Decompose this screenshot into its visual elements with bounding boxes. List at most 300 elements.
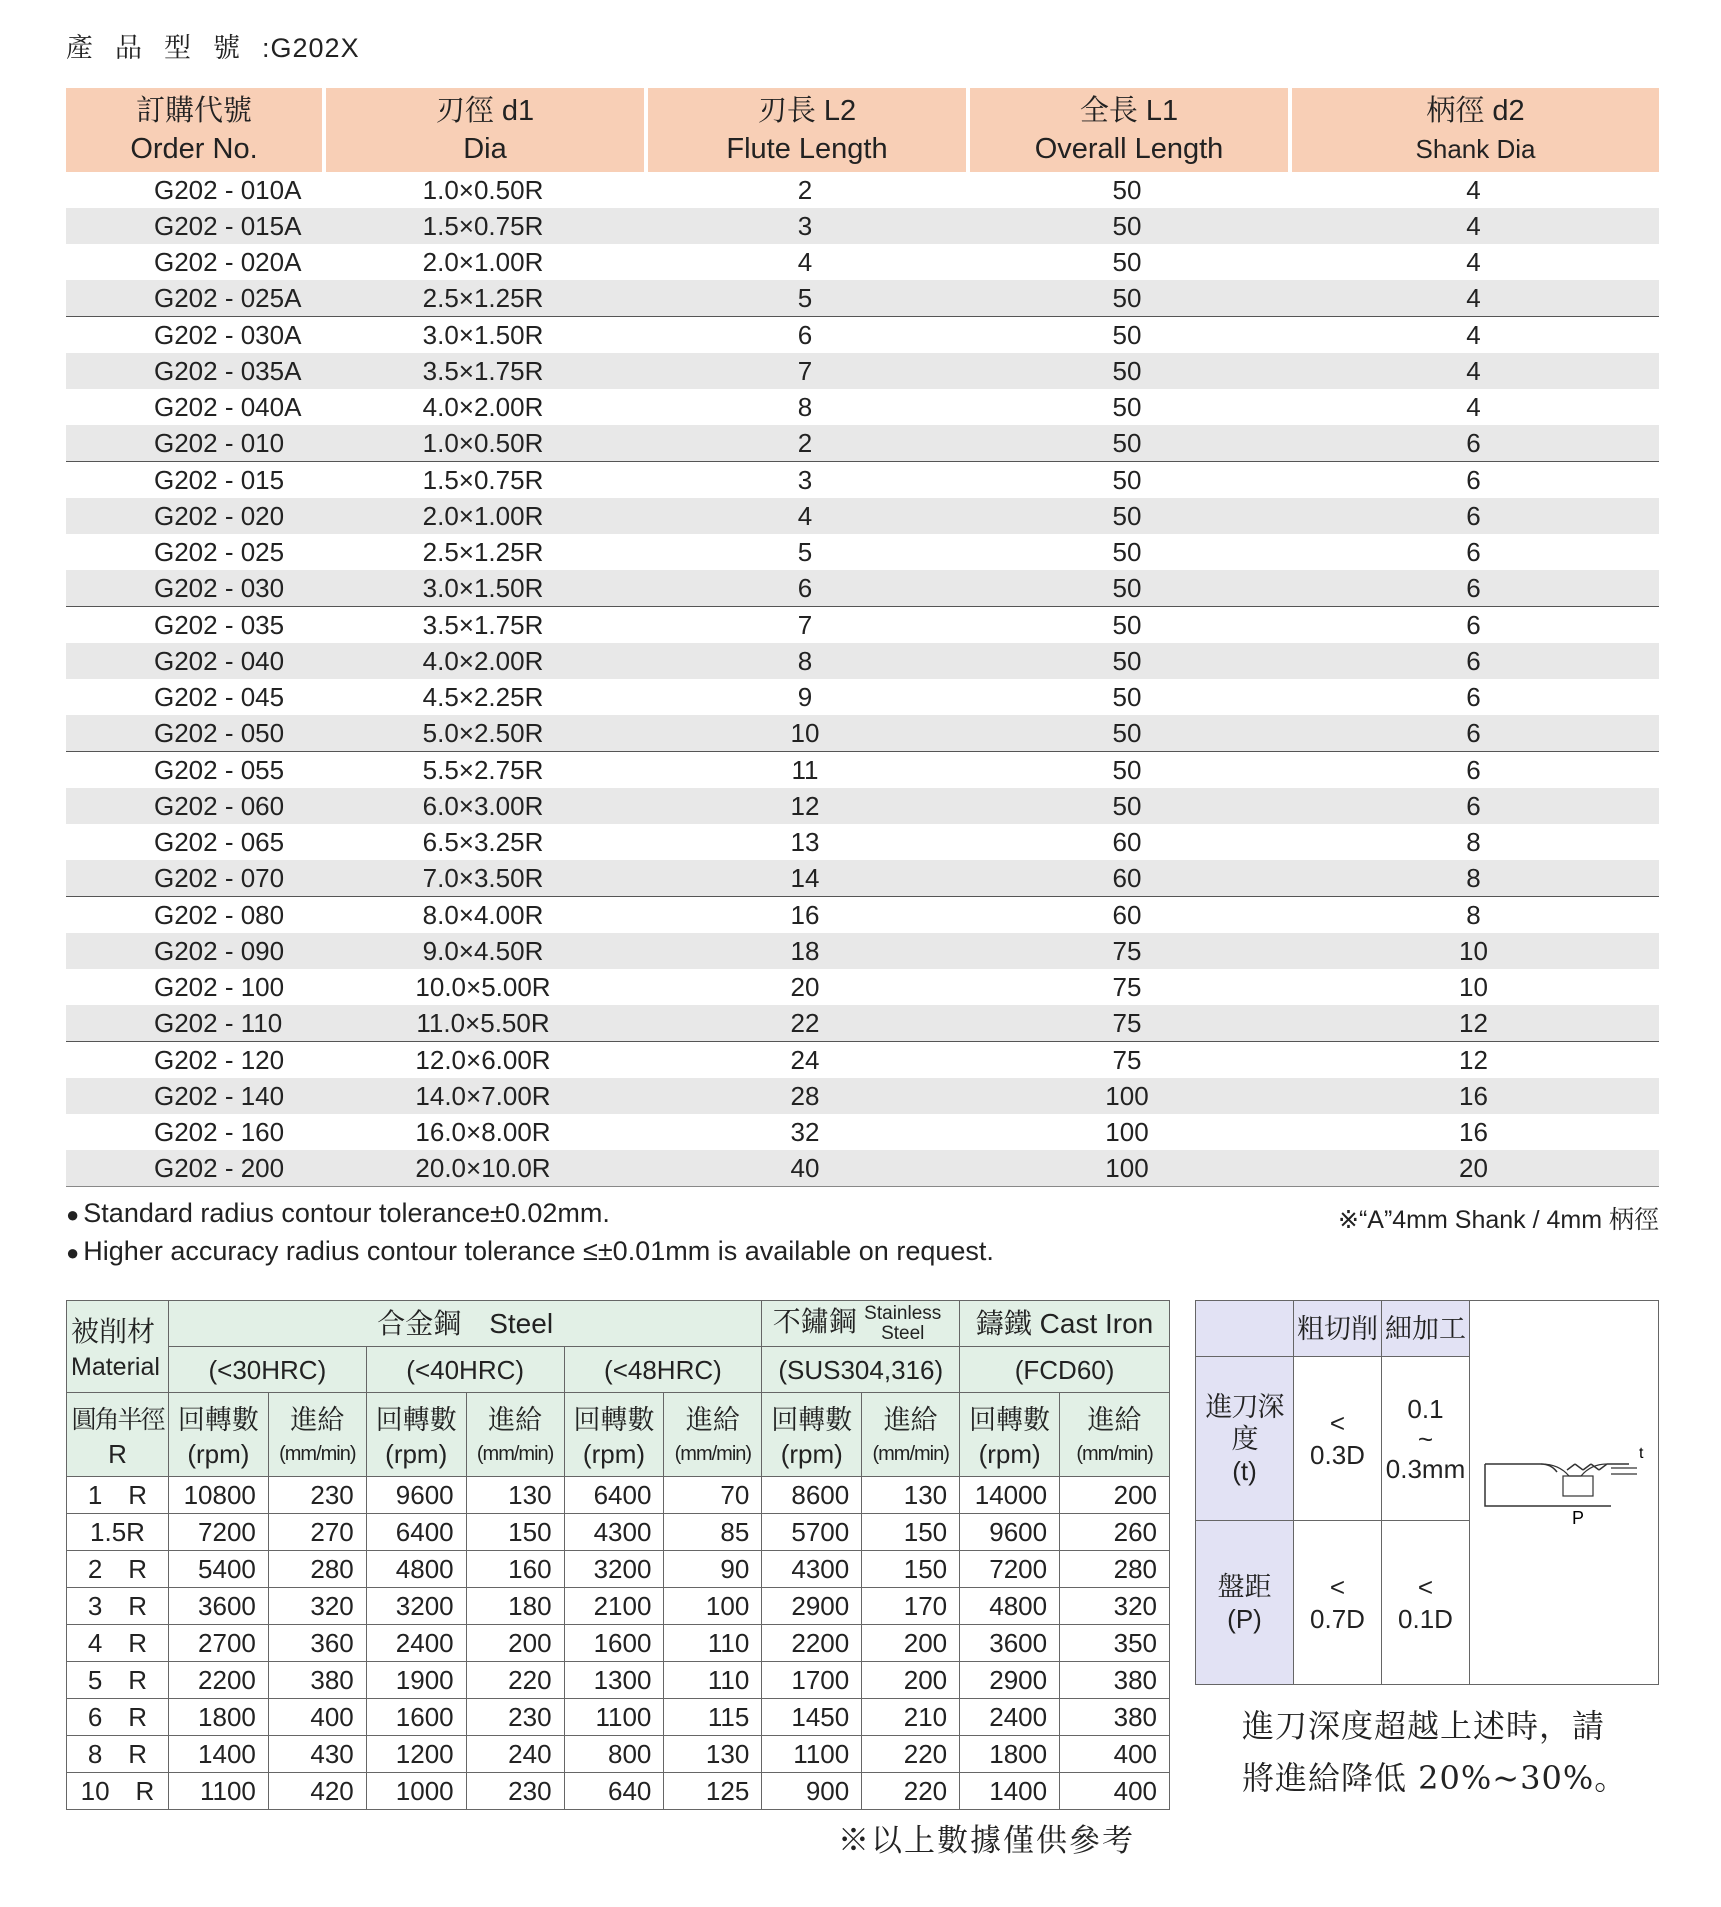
cell-order-no: G202 - 060 [66,788,322,824]
cell-shank-dia: 4 [1288,208,1659,244]
cell-shank-dia: 20 [1288,1150,1659,1187]
cell-rpm: 9600 [960,1514,1060,1551]
cell-feed: 110 [664,1625,762,1662]
cell-rpm: 3600 [168,1588,268,1625]
cell-feed: 160 [466,1551,564,1588]
note-text: Higher accuracy radius contour tolerance ≤±0.01mm is available on request. [83,1236,994,1266]
spec-row [66,1042,1659,1078]
cell-shank-dia: 6 [1288,425,1659,462]
spec-row [66,208,1659,244]
feed-unit: (mm/min) [872,1442,949,1465]
cell-overall-length: 100 [966,1150,1288,1187]
pitch-sym: (P) [1227,1603,1262,1634]
cutting-row [67,1625,1170,1662]
cell-flute-length: 4 [797,246,813,277]
tip-line: 進刀深度超越上述時，請 [1242,1707,1606,1745]
tilde-symbol: ~ [1417,1423,1434,1454]
cell-flute-length: 5 [644,280,966,317]
speed-header [762,1393,862,1477]
cell-overall-length: 60 [1112,826,1142,857]
cell-shank-dia: 6 [1288,498,1659,534]
cell-feed: 380 [1060,1662,1170,1699]
cell-shank-dia: 6 [1466,754,1481,785]
cell-feed: 230 [466,1773,564,1810]
cell-overall-length: 50 [966,715,1288,752]
cell-order-no: G202 - 020 [66,498,322,534]
cell-feed: 220 [862,1773,960,1810]
cell-rpm: 640 [564,1773,664,1810]
cell-dia: 1.0×0.50R [422,174,544,205]
cell-rpm: 1200 [366,1736,466,1773]
cell-dia: 6.5×3.25R [422,826,544,857]
spec-row [66,679,1659,715]
material-en: Material [71,1352,160,1381]
speed-header [564,1393,664,1477]
speed-unit: (rpm) [780,1438,843,1469]
cell-rpm: 1900 [366,1662,466,1699]
cell-feed: 200 [466,1625,564,1662]
speed-header [168,1393,268,1477]
stainless-header [762,1301,960,1347]
header-en: Order No. [130,133,258,165]
cell-shank-dia: 8 [1466,899,1481,930]
cell-dia: 10.0×5.00R [415,971,551,1002]
cell-radius: 1 R [67,1477,169,1514]
cell-overall-length: 75 [1112,971,1142,1002]
header-en: Shank Dia [1415,134,1536,164]
cell-flute-length: 20 [790,971,820,1002]
spec-row [66,462,1659,498]
cell-rpm: 2700 [168,1625,268,1662]
spec-row [66,353,1659,389]
cell-shank-dia: 16 [1459,1116,1488,1147]
header-zh: 全長 L1 [1079,95,1179,127]
depth-finish-max: 0.3mm [1385,1453,1466,1484]
cell-dia: 2.0×1.00R [322,498,644,534]
cell-shank-dia: 12 [1459,1044,1488,1075]
cell-shank-dia: 10 [1459,971,1488,1002]
speed-unit: (rpm) [582,1438,646,1469]
cell-rpm: 7200 [960,1551,1060,1588]
spec-row [66,1150,1659,1187]
feed-unit: (mm/min) [279,1442,356,1465]
reference-note: ※以上數據僅供參考 [838,1823,1135,1859]
hardness-30: (<30HRC) [168,1347,366,1393]
diagram-label-p: P [1572,1508,1585,1528]
cell-flute-length: 4 [644,498,966,534]
spec-row [66,897,1659,933]
cell-dia: 3.5×1.75R [322,353,644,389]
cutting-conditions-body [67,1477,1170,1810]
cell-flute-length: 6 [644,570,966,607]
cell-feed: 400 [1060,1773,1170,1810]
cell-feed: 150 [466,1514,564,1551]
model-label: 產品型號 [66,33,262,63]
cell-order-no: G202 - 015A [66,208,322,244]
spec-row [66,715,1659,752]
cell-order-no: G202 - 020A [154,246,302,277]
cell-dia: 1.0×0.50R [322,425,644,462]
cell-rpm: 800 [564,1736,664,1773]
cell-rpm: 9600 [366,1477,466,1514]
cell-flute-length: 40 [644,1150,966,1187]
material-row [67,1301,1170,1347]
cell-feed: 400 [268,1699,366,1736]
cell-rpm: 14000 [960,1477,1060,1514]
cell-overall-length: 50 [1112,681,1142,712]
cell-dia: 16.0×8.00R [415,1116,551,1147]
cell-flute-length: 13 [790,826,820,857]
cell-shank-dia: 16 [1288,1078,1659,1114]
cell-order-no: G202 - 030 [66,570,322,607]
feed-unit: (mm/min) [674,1442,752,1465]
cell-feed: 130 [862,1477,960,1514]
cell-dia: 2.0×1.00R [422,246,544,277]
cell-shank-dia: 6 [1466,681,1481,712]
cell-overall-length: 50 [1112,754,1142,785]
spec-row [66,317,1659,353]
feed-header [268,1393,366,1477]
cutting-row [67,1736,1170,1773]
cell-overall-length: 75 [966,933,1288,969]
cell-feed: 210 [862,1699,960,1736]
cell-feed: 240 [466,1736,564,1773]
cell-feed: 200 [862,1625,960,1662]
model-value: G202X [270,33,360,63]
cell-radius: 5 R [67,1662,169,1699]
cell-overall-length: 50 [1112,391,1142,422]
depth-pitch-table [1195,1300,1659,1685]
cell-order-no: G202 - 065 [154,826,285,857]
cell-order-no: G202 - 040 [66,643,322,679]
cell-flute-length: 14 [644,860,966,897]
feed-unit: (mm/min) [1076,1442,1153,1465]
spec-table-header [66,88,1659,172]
cell-feed: 280 [268,1551,366,1588]
feed-header [1060,1393,1170,1477]
tip-line: 將進給降低 20%~30%。 [1242,1759,1628,1797]
cell-flute-length: 18 [644,933,966,969]
cell-dia: 2.5×1.25R [422,536,544,567]
cell-feed: 380 [1060,1699,1170,1736]
cell-rpm: 1100 [762,1736,862,1773]
cell-rpm: 1300 [564,1662,664,1699]
cell-order-no: G202 - 200 [66,1150,322,1187]
cell-dia: 1.5×0.75R [422,464,544,495]
feed-zh: 進給 [488,1404,543,1435]
cell-feed: 320 [1060,1588,1170,1625]
cell-flute-length: 6 [797,319,813,350]
radius-en: R [108,1438,127,1469]
cell-flute-length: 2 [797,174,813,205]
depth-finish [1382,1357,1470,1521]
colon: : [262,33,271,63]
speed-zh: 回轉數 [375,1404,457,1435]
header-en: Overall Length [1034,133,1224,165]
cell-feed: 270 [268,1514,366,1551]
cell-flute-length: 12 [644,788,966,824]
cell-feed: 170 [862,1588,960,1625]
cell-overall-length: 50 [966,425,1288,462]
cell-rpm: 1600 [564,1625,664,1662]
spec-row [66,1078,1659,1114]
material-zh: 被削材 [71,1315,156,1347]
cell-rpm: 1700 [762,1662,862,1699]
cell-shank-dia: 12 [1288,1005,1659,1042]
cell-order-no: G202 - 010 [66,425,322,462]
cell-dia: 12.0×6.00R [415,1044,551,1075]
cell-overall-length: 50 [1112,246,1142,277]
cell-rpm: 3600 [960,1625,1060,1662]
cell-overall-length: 60 [1112,899,1142,930]
cell-rpm: 8600 [762,1477,862,1514]
cell-shank-dia: 6 [1466,609,1481,640]
cell-flute-length: 28 [644,1078,966,1114]
cell-dia: 8.0×4.00R [422,899,544,930]
depth-rough [1294,1357,1382,1521]
cell-feed: 130 [664,1736,762,1773]
cell-order-no: G202 - 050 [66,715,322,752]
pitch-zh: 盤距 [1217,1571,1272,1602]
cell-flute-length: 7 [644,353,966,389]
cell-feed: 220 [862,1736,960,1773]
cell-flute-length: 8 [644,643,966,679]
cell-order-no: G202 - 090 [66,933,322,969]
cell-flute-length: 7 [797,609,813,640]
cell-feed: 115 [664,1699,762,1736]
cell-feed: 280 [1060,1551,1170,1588]
feed-zh: 進給 [1087,1404,1142,1435]
steel-header: 合金鋼 Steel [168,1301,761,1347]
cell-rpm: 2400 [960,1699,1060,1736]
cell-shank-dia: 8 [1288,860,1659,897]
speed-header [960,1393,1060,1477]
cell-shank-dia: 6 [1466,536,1481,567]
cell-feed: 400 [1060,1736,1170,1773]
cell-overall-length: 50 [1112,609,1142,640]
cell-rpm: 2900 [762,1588,862,1625]
cell-radius: 2 R [67,1551,169,1588]
cell-overall-length: 50 [1112,536,1142,567]
cutting-row [67,1699,1170,1736]
cell-radius: 3 R [67,1588,169,1625]
scallop-lines [1485,1464,1629,1472]
cell-feed: 150 [862,1514,960,1551]
cell-flute-length: 24 [790,1044,820,1075]
cell-rpm: 5700 [762,1514,862,1551]
header-zh: 刃長 L2 [757,95,857,127]
cell-shank-dia: 6 [1288,570,1659,607]
cutting-row [67,1514,1170,1551]
spec-table [66,88,1659,1187]
cell-shank-dia: 8 [1466,826,1481,857]
cell-order-no: G202 - 010A [154,174,302,205]
header-order-no [66,88,322,172]
corner-cell [1196,1301,1294,1357]
cell-feed: 200 [1060,1477,1170,1514]
bullet-icon: ● [66,1240,80,1265]
spec-table-body [66,172,1659,1187]
speed-unit: (rpm) [187,1438,250,1469]
radius-zh: 圓角半徑 [71,1405,164,1434]
cell-feed: 150 [862,1551,960,1588]
cell-rpm: 1400 [168,1736,268,1773]
pitch-box [1563,1476,1593,1496]
cell-flute-length: 2 [644,425,966,462]
cell-dia: 14.0×7.00R [322,1078,644,1114]
cell-order-no: G202 - 055 [154,754,285,785]
cell-rpm: 3200 [366,1588,466,1625]
hardness-sus: (SUS304,316) [762,1347,960,1393]
spec-row [66,933,1659,969]
speed-zh: 回轉數 [573,1404,655,1435]
cell-overall-length: 75 [1112,1044,1142,1075]
lt-symbol: < [1417,1571,1434,1602]
cell-rpm: 10800 [168,1477,268,1514]
cell-rpm: 2400 [366,1625,466,1662]
header-en: Flute Length [726,133,888,165]
cutting-row [67,1477,1170,1514]
cell-order-no: G202 - 035 [154,609,285,640]
speed-unit: (rpm) [385,1438,448,1469]
cell-order-no: G202 - 015 [154,464,285,495]
cell-rpm: 1800 [168,1699,268,1736]
depth-finish-min: 0.1 [1407,1393,1444,1424]
cell-shank-dia: 4 [1466,391,1481,422]
cell-shank-dia: 6 [1288,715,1659,752]
cell-rpm: 1000 [366,1773,466,1810]
cell-rpm: 1600 [366,1699,466,1736]
feed-zh: 進給 [883,1404,938,1435]
speed-zh: 回轉數 [177,1404,259,1435]
cell-overall-length: 50 [966,570,1288,607]
cell-order-no: G202 - 025A [66,280,322,317]
units-row [67,1393,1170,1477]
lt-symbol: < [1329,1407,1346,1438]
cell-rpm: 1100 [564,1699,664,1736]
cell-overall-length: 60 [966,860,1288,897]
cell-feed: 320 [268,1588,366,1625]
cell-rpm: 2100 [564,1588,664,1625]
stainless-zh: 不鏽鋼 [772,1305,857,1337]
material-header [67,1301,169,1393]
depth-sym: (t) [1232,1455,1257,1486]
cell-feed: 125 [664,1773,762,1810]
cell-overall-length: 50 [1112,319,1142,350]
cell-overall-length: 50 [966,280,1288,317]
cell-feed: 430 [268,1736,366,1773]
spec-row [66,643,1659,679]
cell-flute-length: 11 [791,754,819,785]
cell-dia: 20.0×10.0R [322,1150,644,1187]
speed-unit: (rpm) [978,1438,1041,1469]
feed-zh: 進給 [685,1404,740,1435]
header-zh: 柄徑 d2 [1426,95,1525,127]
cell-radius: 8 R [67,1736,169,1773]
bullet-icon: ● [66,1202,80,1227]
product-model [66,26,360,65]
cell-rpm: 2900 [960,1662,1060,1699]
cell-overall-length: 50 [1112,464,1142,495]
cell-rpm: 1100 [168,1773,268,1810]
cell-rpm: 6400 [366,1514,466,1551]
cell-dia: 2.5×1.25R [322,280,644,317]
cell-shank-dia: 4 [1466,174,1481,205]
depth-zh: 進刀深度 [1205,1391,1284,1454]
spec-row [66,172,1659,208]
shank-note: ※“A”4mm Shank / 4mm 柄徑 [1338,1206,1659,1234]
cell-flute-length: 16 [790,899,820,930]
pitch-finish [1382,1521,1470,1685]
diagram-cell [1470,1301,1659,1685]
cell-radius: 10 R [67,1773,169,1810]
spec-row [66,788,1659,824]
cell-order-no: G202 - 110 [66,1005,322,1042]
cell-rpm: 900 [762,1773,862,1810]
cell-rpm: 1800 [960,1736,1060,1773]
cell-dia: 3.0×1.50R [322,570,644,607]
cell-feed: 90 [664,1551,762,1588]
spec-row [66,824,1659,860]
cell-feed: 85 [664,1514,762,1551]
hardness-row [67,1347,1170,1393]
spec-row [66,280,1659,317]
cell-rpm: 1400 [960,1773,1060,1810]
cell-rpm: 6400 [564,1477,664,1514]
header-en: Dia [463,133,507,165]
cell-dia: 7.0×3.50R [322,860,644,897]
stainless-en: Stainless Steel [864,1302,942,1344]
cell-radius: 4 R [67,1625,169,1662]
cell-shank-dia: 4 [1466,246,1481,277]
cell-rpm: 4800 [366,1551,466,1588]
cell-feed: 110 [664,1662,762,1699]
cell-dia: 3.0×1.50R [422,319,544,350]
header-overall-length [966,88,1288,172]
cell-shank-dia: 6 [1466,464,1481,495]
cell-flute-length: 3 [797,464,813,495]
cell-feed: 220 [466,1662,564,1699]
cell-order-no: G202 - 070 [66,860,322,897]
cell-feed: 130 [466,1477,564,1514]
header-zh: 刃徑 d1 [435,95,535,127]
hardness-fcd: (FCD60) [960,1347,1170,1393]
cell-feed: 70 [664,1477,762,1514]
cell-shank-dia: 6 [1288,788,1659,824]
cell-rpm: 1450 [762,1699,862,1736]
cast-iron-header: 鑄鐵 Cast Iron [960,1301,1170,1347]
cell-rpm: 2200 [762,1625,862,1662]
cell-overall-length: 50 [1112,174,1142,205]
cell-shank-dia: 4 [1288,280,1659,317]
cell-order-no: G202 - 045 [154,681,285,712]
spec-row [66,389,1659,425]
hardness-40: (<40HRC) [366,1347,564,1393]
cell-order-no: G202 - 120 [154,1044,285,1075]
cell-feed: 380 [268,1662,366,1699]
cell-rpm: 4300 [762,1551,862,1588]
speed-header [366,1393,466,1477]
note-text: Standard radius contour tolerance±0.02mm. [83,1198,610,1228]
cell-order-no: G202 - 025 [154,536,285,567]
feed-header [862,1393,960,1477]
cell-flute-length: 32 [790,1116,820,1147]
cell-radius: 6 R [67,1699,169,1736]
cell-dia: 11.0×5.50R [322,1005,644,1042]
cell-overall-length: 75 [966,1005,1288,1042]
cell-feed: 420 [268,1773,366,1810]
cell-feed: 350 [1060,1625,1170,1662]
